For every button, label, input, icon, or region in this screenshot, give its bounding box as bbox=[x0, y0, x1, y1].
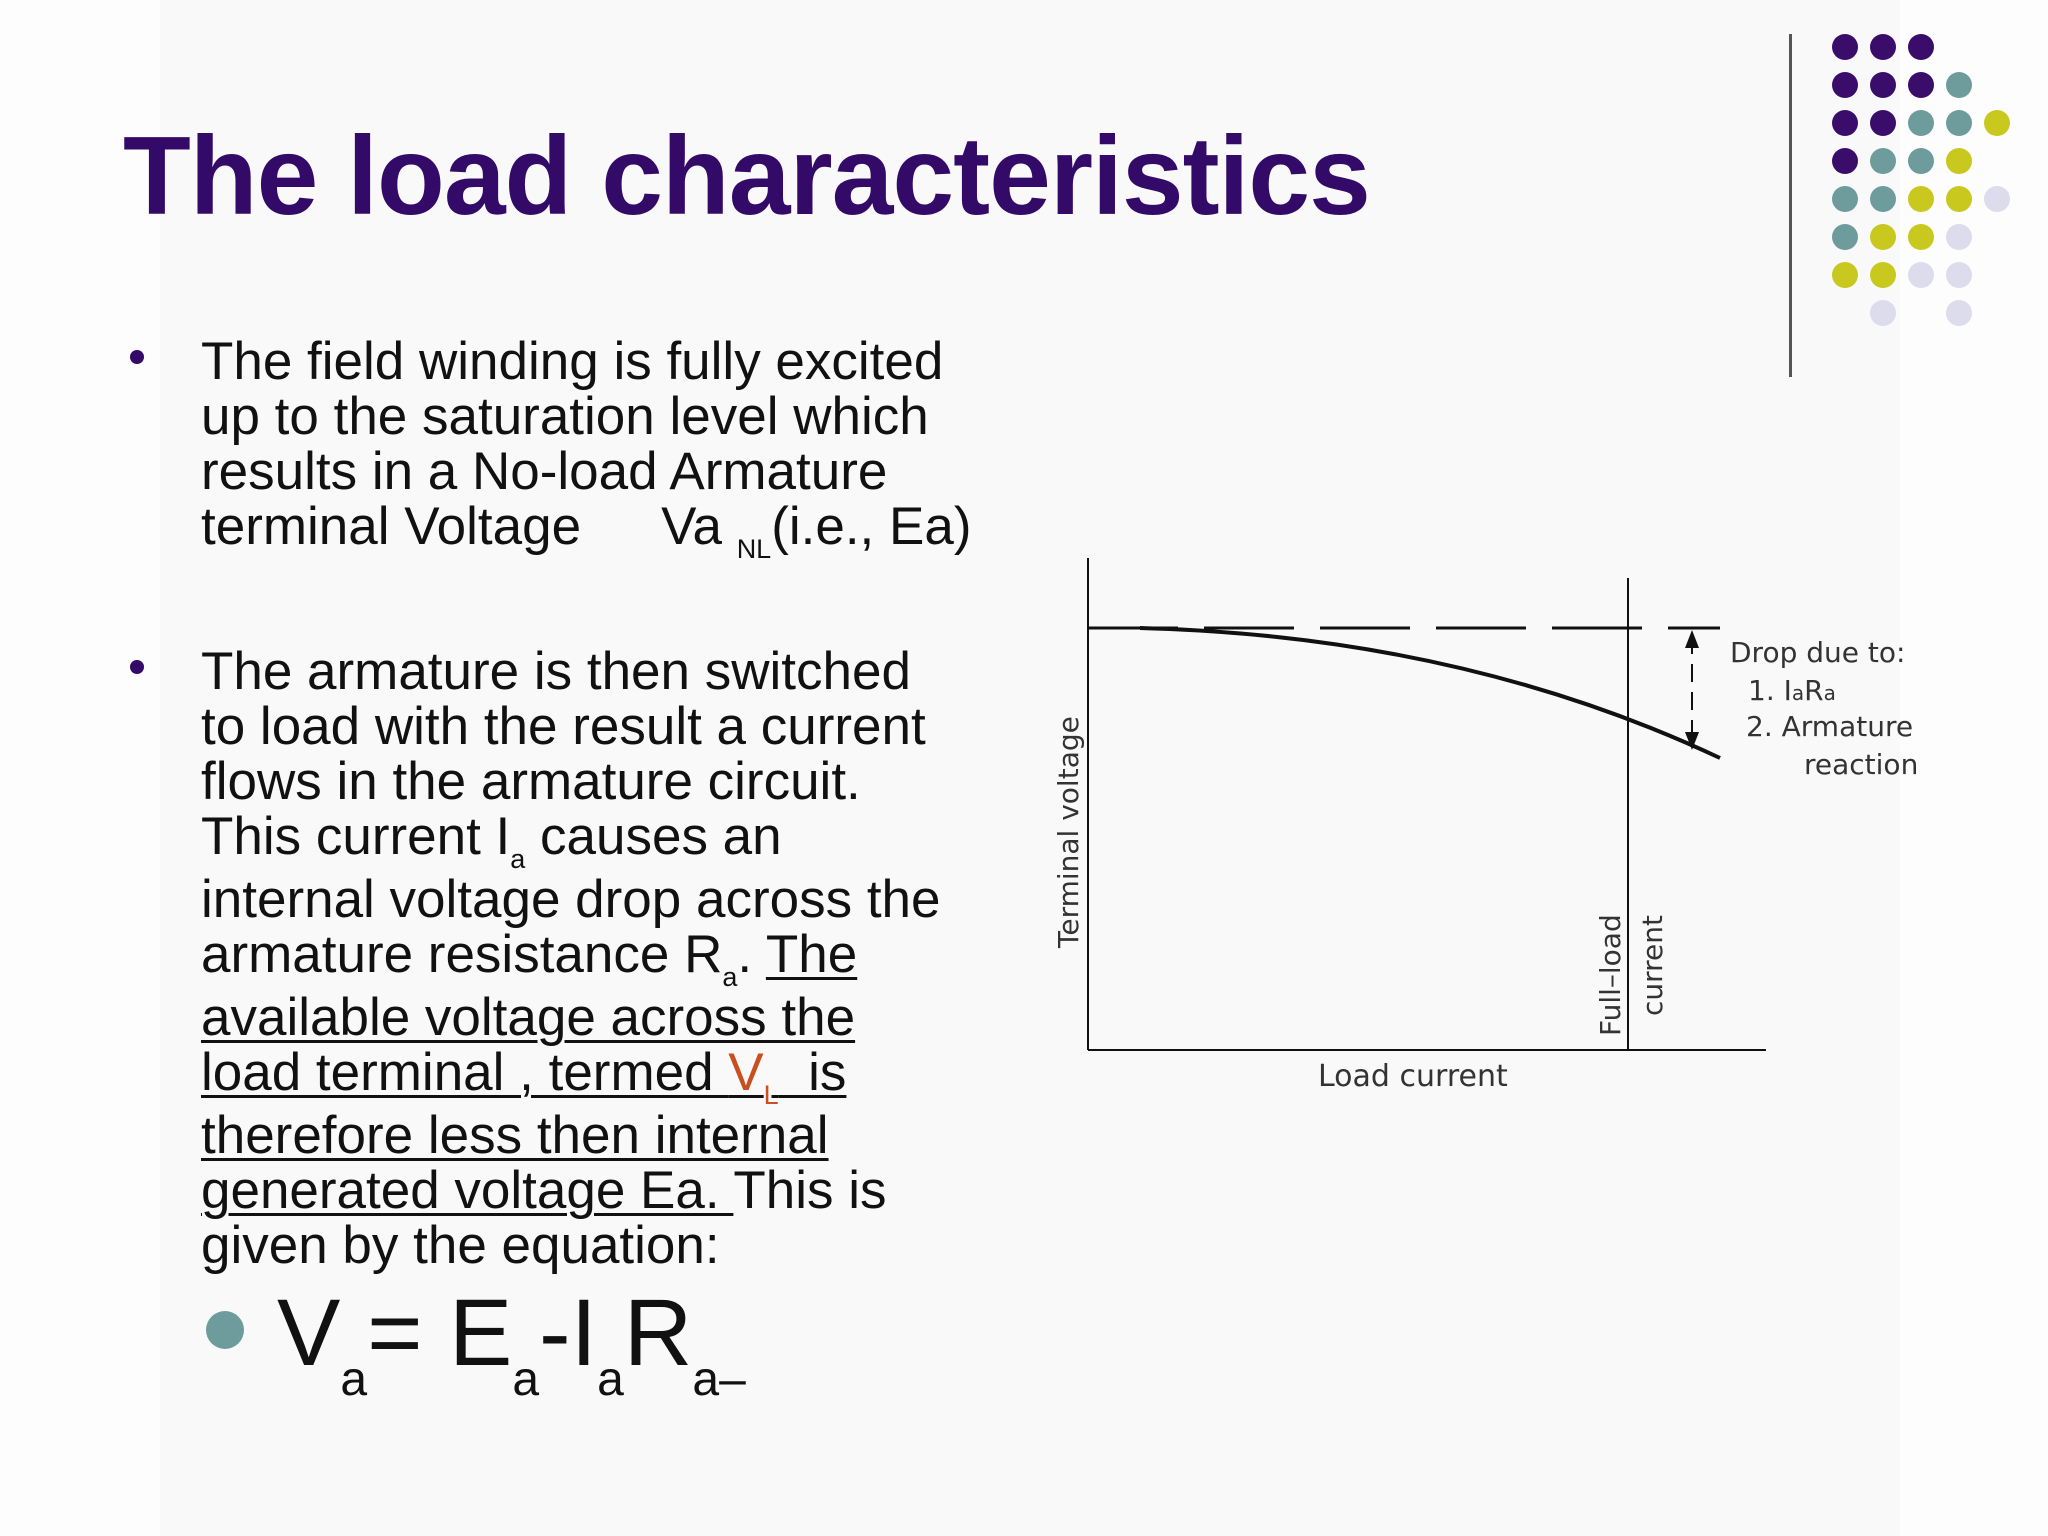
decor-dot bbox=[1832, 110, 1858, 136]
text-line bbox=[201, 1163, 941, 1218]
subscript: a bbox=[510, 844, 526, 874]
decor-dot bbox=[1908, 186, 1934, 212]
decor-dot bbox=[1908, 110, 1934, 136]
underlined-text bbox=[201, 1043, 847, 1110]
underlined-text: The bbox=[765, 925, 858, 984]
text-fragment: Va bbox=[661, 497, 737, 556]
eq-symbol: V bbox=[277, 1280, 341, 1386]
decor-dot bbox=[1908, 262, 1934, 288]
subscript: L bbox=[763, 1080, 779, 1110]
decor-dot bbox=[1870, 72, 1896, 98]
decor-dot bbox=[1946, 186, 1972, 212]
eq-symbol: R bbox=[623, 1280, 693, 1386]
drop-item-2-cont: reaction bbox=[1804, 748, 1919, 781]
text-fragment: . bbox=[737, 925, 766, 984]
decor-dot bbox=[1946, 148, 1972, 174]
text-line bbox=[201, 990, 941, 1045]
subscript: a bbox=[597, 1353, 624, 1406]
text-fragment: R bbox=[1804, 674, 1824, 707]
underlined-text: generated voltage Ea. bbox=[201, 1161, 734, 1220]
slide-title: The load characteristics bbox=[123, 114, 1370, 238]
subscript: a bbox=[1791, 681, 1805, 705]
decor-dot bbox=[1946, 300, 1972, 326]
decor-dot bbox=[1946, 72, 1972, 98]
drop-item-2: 2. Armature bbox=[1746, 710, 1914, 743]
eq-symbol: = E bbox=[367, 1280, 513, 1386]
text-line: The armature is then switched bbox=[201, 642, 911, 701]
text-fragment: This current I bbox=[201, 807, 511, 866]
text-line: The field winding is fully excited bbox=[201, 332, 944, 391]
full-load-label: Full–load bbox=[1594, 914, 1627, 1036]
bullet-marker bbox=[130, 350, 144, 364]
decor-dot bbox=[1908, 72, 1934, 98]
text-line: results in a No-load Armature bbox=[201, 442, 888, 501]
subscript: a bbox=[512, 1353, 540, 1406]
decor-dot bbox=[1870, 34, 1896, 60]
text-line bbox=[201, 1108, 941, 1163]
drop-title: Drop due to: bbox=[1730, 636, 1906, 669]
decor-dot bbox=[1870, 262, 1896, 288]
text-fragment: (i.e., Ea) bbox=[771, 497, 972, 556]
decor-dot bbox=[1832, 34, 1858, 60]
eq-symbol: -I bbox=[539, 1280, 598, 1386]
text-line: flows in the armature circuit. bbox=[201, 752, 861, 811]
text-fragment: This is bbox=[733, 1161, 887, 1220]
decor-dot bbox=[1946, 262, 1972, 288]
text-fragment: causes an bbox=[525, 807, 782, 866]
decor-dot bbox=[1832, 186, 1858, 212]
text-fragment: 1. bbox=[1748, 674, 1784, 707]
decor-dot bbox=[1908, 224, 1934, 250]
text-line bbox=[201, 925, 941, 992]
decor-dot bbox=[1832, 148, 1858, 174]
x-axis-label: Load current bbox=[1318, 1059, 1508, 1094]
subscript: a bbox=[722, 962, 738, 992]
decor-dot bbox=[1984, 110, 2010, 136]
text-line: given by the equation: bbox=[201, 1216, 720, 1275]
decor-dot bbox=[1908, 148, 1934, 174]
decor-dot bbox=[1946, 110, 1972, 136]
bullet-2-text bbox=[201, 644, 941, 1273]
load-characteristic-diagram bbox=[1040, 548, 1919, 1094]
equation bbox=[277, 1280, 746, 1406]
underlined-text: therefore less then internal bbox=[201, 1106, 829, 1165]
text-fragment: load terminal , termed bbox=[201, 1043, 729, 1102]
decor-dot bbox=[1832, 72, 1858, 98]
subscript: a– bbox=[692, 1353, 746, 1406]
text-line: internal voltage drop across the bbox=[201, 870, 941, 929]
decor-dot bbox=[1832, 224, 1858, 250]
decorative-divider bbox=[1789, 34, 1792, 377]
decor-dot bbox=[1870, 110, 1896, 136]
highlighted-symbol: V bbox=[728, 1043, 764, 1102]
underlined-text: available voltage across the bbox=[201, 988, 856, 1047]
text-fragment: is bbox=[778, 1043, 847, 1102]
decor-dot bbox=[1870, 186, 1896, 212]
terminal-voltage-curve bbox=[1140, 628, 1720, 758]
text-fragment: armature resistance R bbox=[201, 925, 723, 984]
text-line: to load with the result a current bbox=[201, 697, 926, 756]
full-load-label: current bbox=[1636, 914, 1669, 1016]
decor-dot bbox=[1946, 224, 1972, 250]
decor-dot bbox=[1870, 148, 1896, 174]
text-line: up to the saturation level which bbox=[201, 387, 929, 446]
bullet-1-text bbox=[201, 332, 972, 564]
subscript: a bbox=[1823, 681, 1836, 705]
text-line bbox=[201, 807, 941, 874]
y-axis-label: Terminal voltage bbox=[1052, 716, 1085, 948]
decor-dot bbox=[1908, 34, 1934, 60]
decor-dot bbox=[1832, 262, 1858, 288]
text-fragment: terminal Voltage bbox=[201, 497, 582, 556]
subscript: a bbox=[340, 1353, 368, 1406]
bullet-marker bbox=[130, 660, 144, 674]
equation-bullet bbox=[206, 1311, 244, 1349]
decor-dot bbox=[1870, 300, 1896, 326]
text-fragment: I bbox=[1783, 674, 1792, 707]
arrow-up-icon bbox=[1685, 630, 1699, 648]
text-line bbox=[201, 497, 972, 564]
subscript: NL bbox=[736, 534, 772, 564]
text-line bbox=[201, 1043, 941, 1110]
decor-dot bbox=[1870, 224, 1896, 250]
decor-dot bbox=[1984, 186, 2010, 212]
